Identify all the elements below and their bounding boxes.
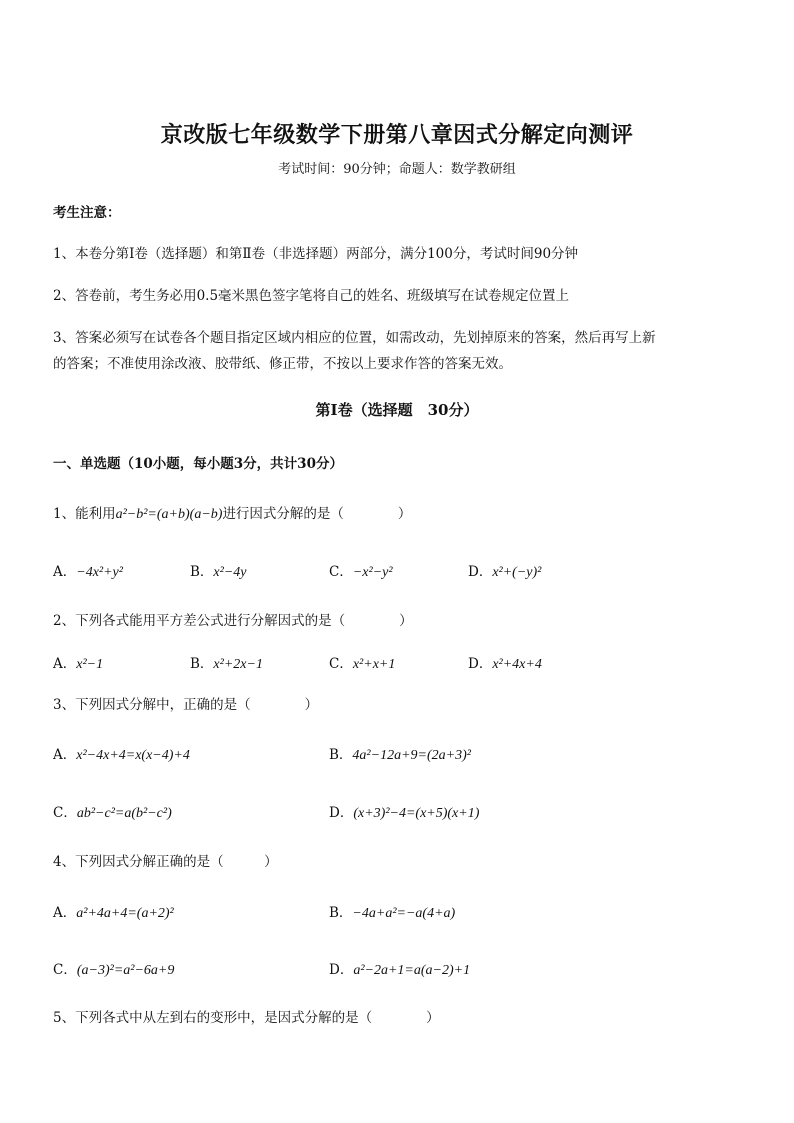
question-1-option-c: C．−x²−y² [329, 564, 393, 580]
question-1-option-d: D．x²+(−y)² [468, 564, 542, 580]
question-2-stem: 2、下列各式能用平方差公式进行分解因式的是（ ） [53, 613, 413, 629]
question-4-option-a: A．a²+4a+4=(a+2)² [53, 905, 174, 921]
question-2-option-b: B．x²+2x−1 [190, 656, 263, 672]
notes-heading: 考生注意： [53, 205, 121, 221]
note-item-3-line2: 的答案；不准使用涂改液、胶带纸、修正带，不按以上要求作答的答案无效。 [53, 356, 512, 372]
note-item-3-line1: 3、答案必须写在试卷各个题目指定区域内相应的位置，如需改动，先划掉原来的答案，然后再写上新 [53, 330, 656, 346]
exam-info: 考试时间：90分钟；命题人：数学教研组 [278, 162, 516, 177]
question-1-option-b: B．x²−4y [190, 564, 247, 580]
question-3-option-a: A．x²−4x+4=x(x−4)+4 [53, 747, 190, 763]
question-5-stem: 5、下列各式中从左到右的变形中，是因式分解的是（ ） [53, 1010, 440, 1026]
question-2-option-d: D．x²+4x+4 [468, 656, 542, 672]
question-4-option-c: C．(a−3)²=a²−6a+9 [53, 962, 175, 978]
note-item-2: 2、答卷前，考生务必用0.5毫米黑色签字笔将自己的姓名、班级填写在试卷规定位置上 [53, 288, 570, 304]
page-title: 京改版七年级数学下册第八章因式分解定向测评 [160, 122, 634, 148]
question-3-option-c: C．ab²−c²=a(b²−c²) [53, 805, 172, 821]
question-4-option-d: D．a²−2a+1=a(a−2)+1 [329, 962, 471, 978]
question-1-stem [53, 502, 411, 523]
question-3-option-d: D．(x+3)²−4=(x+5)(x+1) [329, 805, 480, 821]
question-1-formula: a²−b²=(a+b)(a−b) [115, 507, 223, 522]
section-title: 第Ⅰ卷（选择题 30分） [315, 401, 479, 419]
question-1-stem-pre: 1、能利用 [53, 506, 116, 522]
question-2-option-a: A．x²−1 [53, 656, 104, 672]
question-3-option-b: B．4a²−12a+9=(2a+3)² [329, 747, 471, 763]
question-4-option-b: B．−4a+a²=−a(4+a) [329, 905, 456, 921]
question-1-stem-post: 进行因式分解的是（ ） [222, 506, 412, 522]
question-1-option-a: A．−4x²+y² [53, 564, 123, 580]
question-2-option-c: C．x²+x+1 [329, 656, 396, 672]
note-item-1: 1、本卷分第Ⅰ卷（选择题）和第Ⅱ卷（非选择题）两部分，满分100分，考试时间90分钟 [53, 246, 579, 262]
part-heading: 一、单选题（10小题，每小题3分，共计30分） [53, 456, 343, 472]
question-3-stem: 3、下列因式分解中，正确的是（ ） [53, 697, 319, 713]
question-4-stem: 4、下列因式分解正确的是（ ） [53, 854, 278, 870]
